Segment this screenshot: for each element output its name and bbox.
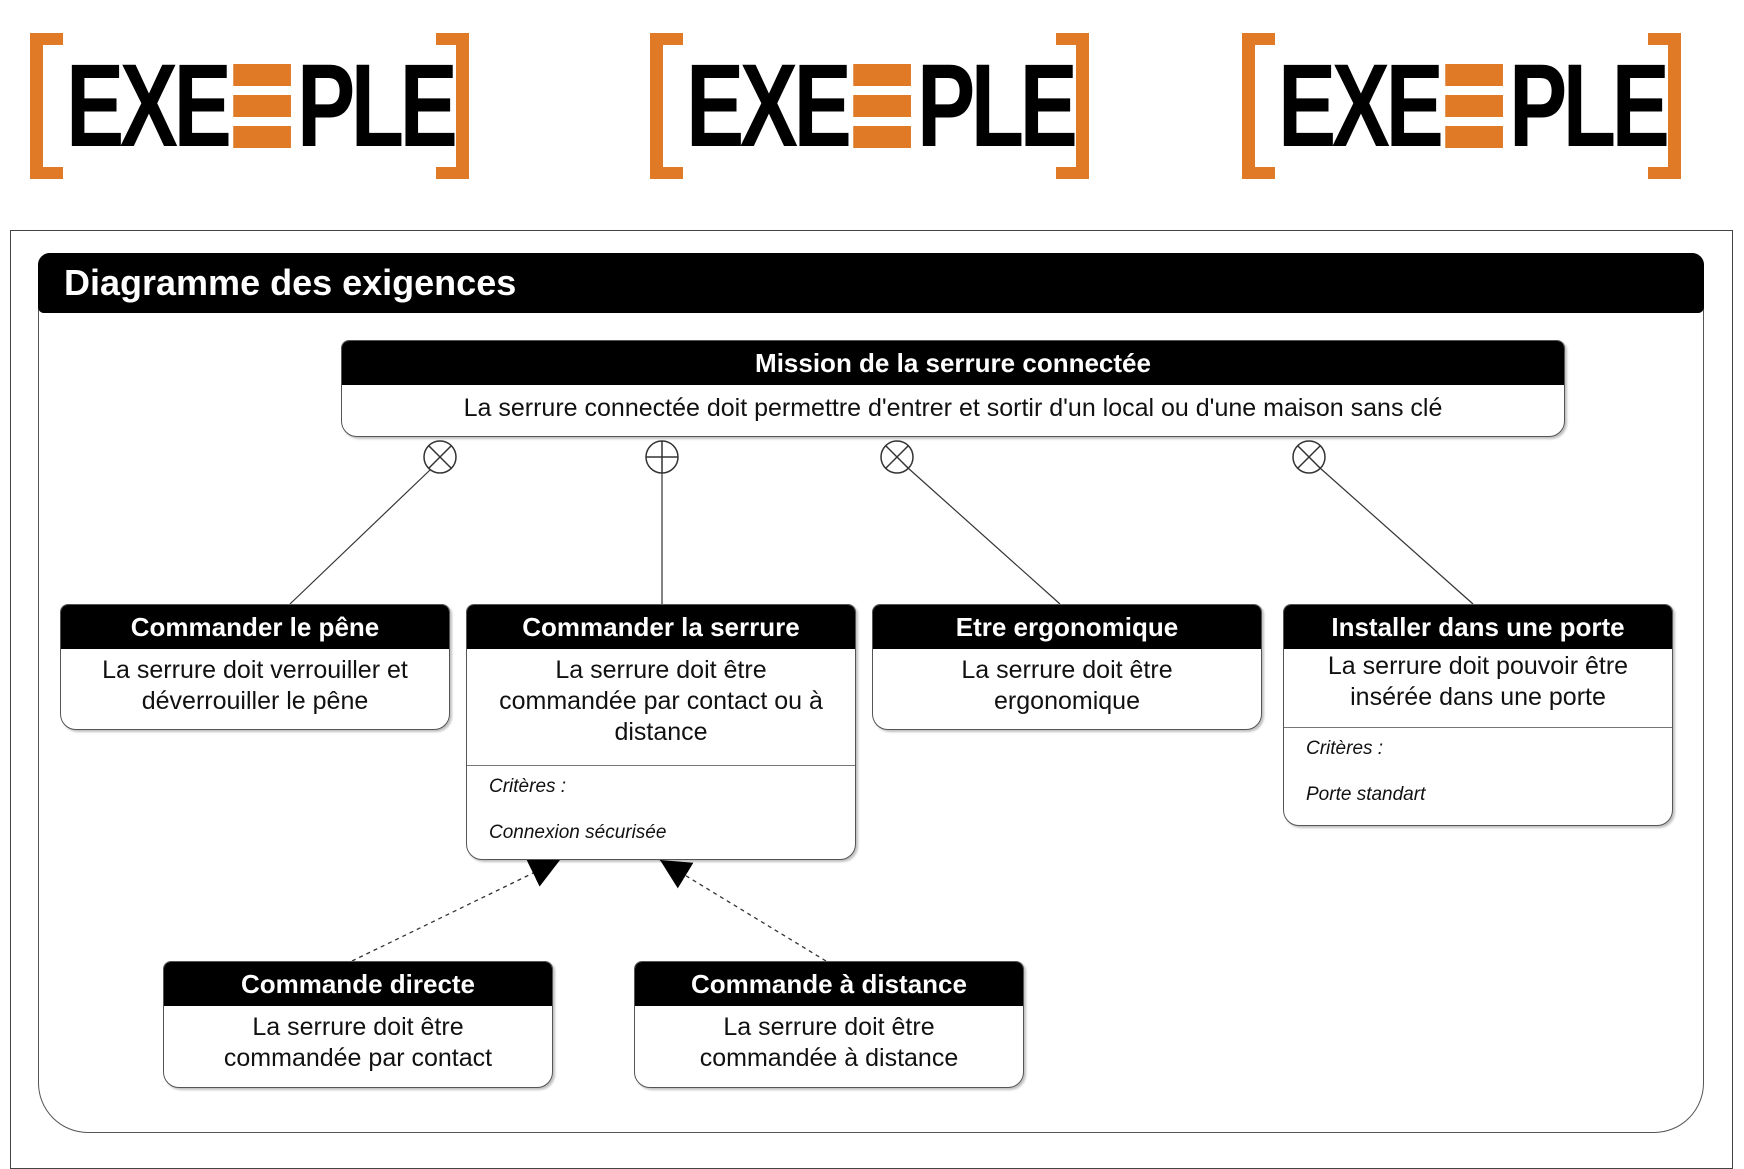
logo-text-left: EXE bbox=[66, 40, 228, 172]
containment-icon bbox=[646, 441, 678, 473]
requirement-title: Etre ergonomique bbox=[873, 605, 1261, 649]
containment-icon bbox=[424, 441, 456, 473]
containment-line bbox=[1320, 468, 1473, 604]
logo-text-left: EXE bbox=[686, 40, 848, 172]
requirement-criteria bbox=[467, 765, 855, 854]
requirement-mission[interactable] bbox=[341, 340, 1565, 437]
logo-text-right: PLE bbox=[296, 40, 454, 172]
requirement-title: Commander la serrure bbox=[467, 605, 855, 649]
requirement-title: Installer dans une porte bbox=[1284, 605, 1672, 649]
requirement-installer-porte[interactable] bbox=[1283, 604, 1673, 826]
requirement-text: La serrure connectée doit permettre d'entrer et sortir d'un local ou d'une maison sans clé bbox=[463, 394, 1443, 422]
logo-text-left: EXE bbox=[1278, 40, 1440, 172]
criteria-value: Connexion sécurisée bbox=[489, 822, 667, 843]
requirement-commande-directe[interactable] bbox=[163, 961, 553, 1088]
containment-line bbox=[908, 468, 1060, 604]
criteria-value: Porte standart bbox=[1306, 784, 1426, 805]
requirement-title: Commande à distance bbox=[635, 962, 1023, 1006]
requirement-text: La serrure doit être commandée par contact bbox=[223, 1013, 493, 1072]
containment-line bbox=[290, 470, 430, 604]
requirement-text: La serrure doit être ergonomique bbox=[961, 656, 1173, 715]
logo-text-right: PLE bbox=[1508, 40, 1666, 172]
requirement-title: Commande directe bbox=[164, 962, 552, 1006]
criteria-label: Critères : bbox=[489, 776, 567, 797]
requirement-commande-distance[interactable] bbox=[634, 961, 1024, 1088]
requirement-text: La serrure doit verrouiller et déverrouiller le pêne bbox=[102, 656, 408, 715]
derive-arrow bbox=[352, 860, 560, 961]
requirement-criteria bbox=[1284, 727, 1672, 816]
requirement-text: La serrure doit être commandée par contact ou à distance bbox=[499, 656, 823, 746]
requirement-title: Commander le pêne bbox=[61, 605, 449, 649]
derive-arrow bbox=[660, 860, 826, 961]
requirement-etre-ergonomique[interactable] bbox=[872, 604, 1262, 730]
requirement-text: La serrure doit être commandée à distance bbox=[699, 1013, 959, 1072]
requirement-commander-serrure[interactable] bbox=[466, 604, 856, 860]
criteria-label: Critères : bbox=[1306, 738, 1384, 759]
requirement-commander-pene[interactable] bbox=[60, 604, 450, 730]
requirement-text: La serrure doit pouvoir être insérée dans une porte bbox=[1327, 652, 1629, 711]
requirement-title: Mission de la serrure connectée bbox=[342, 341, 1564, 385]
logo-text-right: PLE bbox=[916, 40, 1074, 172]
diagram-title: Diagramme des exigences bbox=[38, 253, 1704, 313]
